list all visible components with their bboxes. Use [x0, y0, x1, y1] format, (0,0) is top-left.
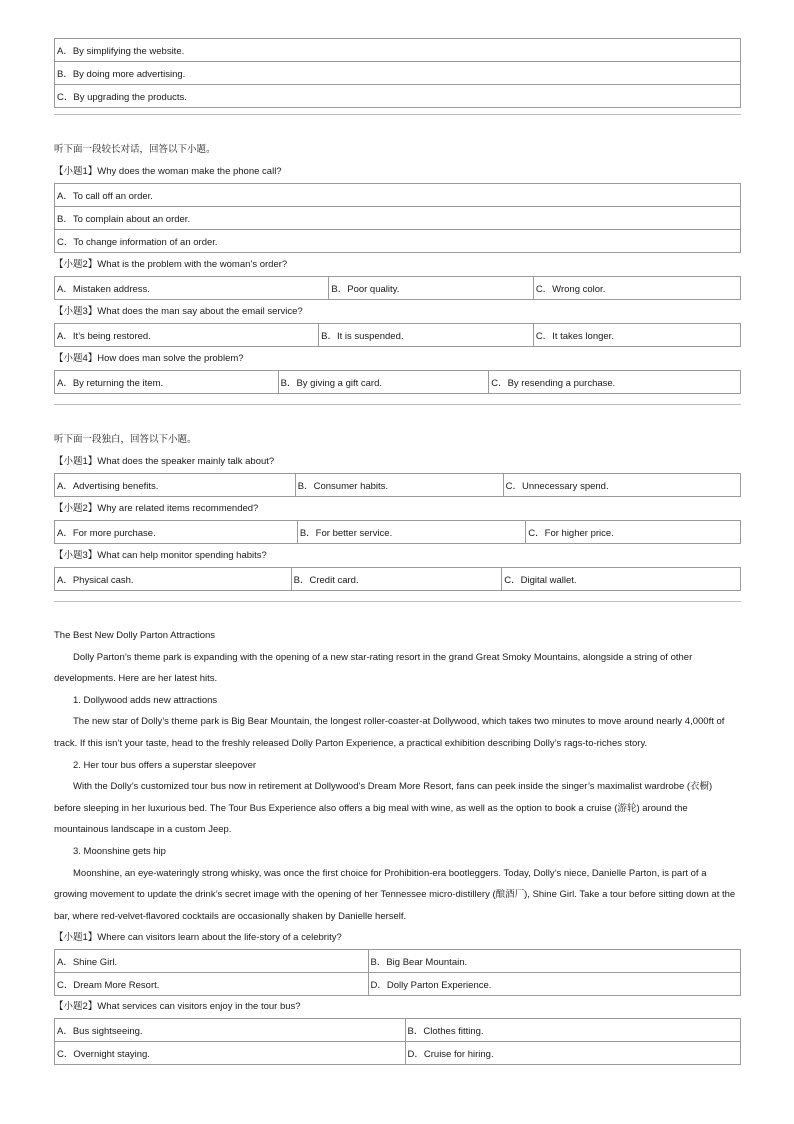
s2-q1-options — [54, 183, 741, 253]
option-c[interactable]: C．Digital wallet. — [502, 568, 741, 591]
passage-paragraph-3: Moonshine, an eye-wateringly strong whisky, was once the first choice for Prohibition-era bootleggers. Today, Dolly’s niece, Danielle Parton, is part of a growing movement to update the drink’s secret image with the opening of her Tennessee micro-distillery (酿酒厂), Shine Girl. Take a tour before sitting down at the bar, where red-velvet-flavored cocktails are occasionally shaken by Danielle herself. — [54, 867, 736, 922]
r-q1-stem: 【小题1】Where can visitors learn about the life-story of a celebrity? — [54, 932, 342, 944]
option-a[interactable]: A．For more purchase. — [55, 521, 298, 544]
option-c[interactable]: C．By upgrading the products. — [55, 85, 741, 108]
option-c[interactable]: C．To change information of an order. — [55, 230, 741, 253]
option-c[interactable]: C．By resending a purchase. — [489, 371, 741, 394]
option-a[interactable]: A．Mistaken address. — [55, 277, 329, 300]
option-a[interactable]: A．By simplifying the website. — [55, 39, 741, 62]
passage-heading-3: 3. Moonshine gets hip — [73, 845, 166, 857]
s2-q2-stem: 【小题2】What is the problem with the woman’s order? — [54, 259, 288, 270]
s3-q2-options — [54, 520, 741, 544]
passage-paragraph-1: The new star of Dolly’s theme park is Big Bear Mountain, the longest roller-coaster-at Dollywood, which takes two minutes to move around nearly 4,000ft of track. If this isn’t your taste, head to the freshly released Dolly Parton Experience, a practical exhibition describing Dolly’s rags-to-riches story. — [54, 716, 725, 749]
s2-q4-options — [54, 370, 741, 394]
option-d[interactable]: D．Cruise for hiring. — [405, 1041, 740, 1064]
s3-q2-stem: 【小题2】Why are related items recommended? — [54, 503, 259, 514]
option-c[interactable]: C．Unnecessary spend. — [503, 474, 740, 497]
section2-instruction: 听下面一段较长对话，回答以下小题。 — [54, 144, 216, 155]
s3-q3-stem: 【小题3】What can help monitor spending habits? — [54, 550, 267, 561]
option-b[interactable]: B．Credit card. — [291, 568, 502, 591]
option-b[interactable]: B．Big Bear Mountain. — [368, 949, 741, 972]
section3-instruction: 听下面一段独白，回答以下小题。 — [54, 434, 197, 445]
option-c[interactable]: C．Dream More Resort. — [55, 972, 369, 995]
option-b[interactable]: B．Consumer habits. — [295, 474, 503, 497]
passage-intro: Dolly Parton’s theme park is expanding with the opening of a new star-rating resort in the grand Great Smoky Mountains, alongside a string of other developments. Here are her latest hits. — [54, 651, 693, 685]
option-b[interactable]: B．Clothes fitting. — [405, 1018, 740, 1041]
option-a[interactable]: A．By returning the item. — [55, 371, 279, 394]
r-q2-stem: 【小题2】What services can visitors enjoy in the tour bus? — [54, 1000, 301, 1012]
s3-q1-stem: 【小题1】What does the speaker mainly talk about? — [54, 456, 275, 467]
option-b[interactable]: B．Poor quality. — [329, 277, 533, 300]
option-c[interactable]: C．Wrong color. — [533, 277, 740, 300]
option-c[interactable]: C．For higher price. — [526, 521, 741, 544]
option-b[interactable]: B．By doing more advertising. — [55, 62, 741, 85]
s3-q1-options — [54, 473, 741, 497]
passage-heading-1: 1. Dollywood adds new attractions — [73, 694, 218, 706]
passage-heading-2: 2. Her tour bus offers a superstar sleepover — [73, 759, 257, 771]
page — [54, 38, 741, 1065]
r-q2-options — [54, 1018, 741, 1065]
s2-q3-options — [54, 323, 741, 347]
s2-q4-stem: 【小题4】How does man solve the problem? — [54, 353, 244, 364]
option-a[interactable]: A．Bus sightseeing. — [55, 1018, 406, 1041]
passage-paragraph-2: With the Dolly’s customized tour bus now in retirement at Dollywood’s Dream More Resort, fans can peek inside the singer’s maximalist wardrobe (衣橱) before sleeping in her luxurious bed. The Tour Bus Experience also offers a big meal with wine, as well as the option to book a cruise (游轮) around the mountainous landscape in a custom Jeep. — [54, 781, 713, 836]
prev-options-table — [54, 38, 741, 108]
s3-q3-options — [54, 567, 741, 591]
s2-q3-stem: 【小题3】What does the man say about the email service? — [54, 306, 303, 317]
passage-title: The Best New Dolly Parton Attractions — [54, 630, 216, 641]
r-q1-options — [54, 949, 741, 996]
option-b[interactable]: B．It is suspended. — [319, 324, 534, 347]
option-b[interactable]: B．For better service. — [297, 521, 525, 544]
option-b[interactable]: B．To complain about an order. — [55, 207, 741, 230]
option-a[interactable]: A．Advertising benefits. — [55, 474, 296, 497]
option-b[interactable]: B．By giving a gift card. — [278, 371, 489, 394]
option-c[interactable]: C．Overnight staying. — [55, 1041, 406, 1064]
option-a[interactable]: A．Physical cash. — [55, 568, 292, 591]
option-a[interactable]: A．Shine Girl. — [55, 949, 369, 972]
option-a[interactable]: A．It’s being restored. — [55, 324, 319, 347]
s2-q2-options — [54, 276, 741, 300]
option-d[interactable]: D．Dolly Parton Experience. — [368, 972, 741, 995]
option-c[interactable]: C．It takes longer. — [533, 324, 740, 347]
s2-q1-stem: 【小题1】Why does the woman make the phone call? — [54, 166, 282, 177]
option-a[interactable]: A．To call off an order. — [55, 184, 741, 207]
